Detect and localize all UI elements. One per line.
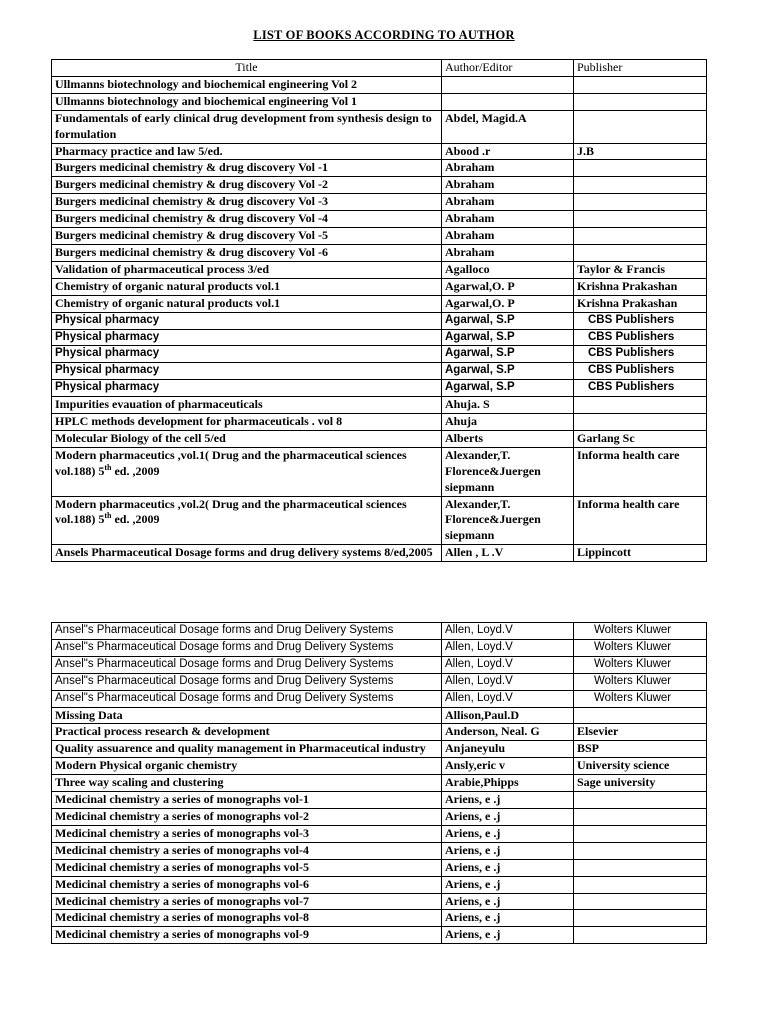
book-publisher-cell	[574, 927, 707, 944]
book-publisher-cell	[574, 808, 707, 825]
table-row	[52, 177, 707, 194]
book-author-cell: Allen, Loyd.V	[442, 656, 574, 673]
book-author-cell: Abraham	[442, 194, 574, 211]
table-row	[52, 447, 707, 496]
book-publisher-cell	[574, 707, 707, 724]
table-row	[52, 724, 707, 741]
book-publisher-cell	[574, 244, 707, 261]
book-author-cell: Ansly,eric v	[442, 758, 574, 775]
table-row	[52, 758, 707, 775]
book-title-cell: Ansel"s Pharmaceutical Dosage forms and Drug Delivery Systems	[52, 656, 442, 673]
book-author-cell: Alexander,T. Florence&Juergen siepmann	[442, 447, 574, 496]
book-author-cell: Agarwal, S.P	[442, 380, 574, 397]
book-publisher-cell	[574, 414, 707, 431]
book-publisher-cell	[574, 397, 707, 414]
books-table-2	[51, 622, 707, 944]
table-row	[52, 775, 707, 792]
page-title: LIST OF BOOKS ACCORDING TO AUTHOR	[253, 28, 515, 42]
book-title-cell: Ullmanns biotechnology and biochemical engineering Vol 2	[52, 76, 442, 93]
table-row	[52, 312, 707, 329]
table-row	[52, 623, 707, 640]
book-author-cell: Allen, Loyd.V	[442, 690, 574, 707]
book-author-cell: Ariens, e .j	[442, 859, 574, 876]
book-author-cell: Ariens, e .j	[442, 893, 574, 910]
table-row	[52, 346, 707, 363]
books-table-1	[51, 59, 707, 562]
table-row	[52, 792, 707, 809]
book-author-cell: Anderson, Neal. G	[442, 724, 574, 741]
table-row	[52, 910, 707, 927]
book-author-cell: Agarwal, S.P	[442, 363, 574, 380]
book-title-cell: Physical pharmacy	[52, 329, 442, 346]
book-title-cell: Burgers medicinal chemistry & drug discovery Vol -4	[52, 211, 442, 228]
book-title-cell: Missing Data	[52, 707, 442, 724]
book-title-cell: Burgers medicinal chemistry & drug discovery Vol -1	[52, 160, 442, 177]
book-publisher-cell: Wolters Kluwer	[574, 656, 707, 673]
book-publisher-cell: Informa health care	[574, 447, 707, 496]
table-row	[52, 673, 707, 690]
book-publisher-cell: Sage university	[574, 775, 707, 792]
book-author-cell: Ariens, e .j	[442, 927, 574, 944]
table-row	[52, 76, 707, 93]
table-row	[52, 808, 707, 825]
table-row	[52, 160, 707, 177]
column-header-author: Author/Editor	[442, 60, 574, 77]
book-title-cell: Medicinal chemistry a series of monographs vol-8	[52, 910, 442, 927]
edition-superscript: th	[104, 511, 112, 521]
book-title-cell: Ansel"s Pharmaceutical Dosage forms and Drug Delivery Systems	[52, 673, 442, 690]
books-table-2-body	[52, 623, 707, 944]
book-publisher-cell	[574, 876, 707, 893]
book-title-cell: Ullmanns biotechnology and biochemical engineering Vol 1	[52, 93, 442, 110]
book-publisher-cell: J.B	[574, 143, 707, 160]
book-publisher-cell	[574, 110, 707, 143]
book-title-cell: Burgers medicinal chemistry & drug discovery Vol -2	[52, 177, 442, 194]
table-row	[52, 707, 707, 724]
book-author-cell: Allison,Paul.D	[442, 707, 574, 724]
book-title-cell: Medicinal chemistry a series of monographs vol-9	[52, 927, 442, 944]
book-author-cell: Agarwal, S.P	[442, 329, 574, 346]
book-title-cell: HPLC methods development for pharmaceuticals . vol 8	[52, 414, 442, 431]
book-publisher-cell: CBS Publishers	[574, 329, 707, 346]
table-row	[52, 380, 707, 397]
book-author-cell: Alberts	[442, 430, 574, 447]
book-title-suffix: ed. ,2009	[111, 512, 160, 527]
table-row	[52, 639, 707, 656]
book-publisher-cell: CBS Publishers	[574, 380, 707, 397]
book-title-cell: Pharmacy practice and law 5/ed.	[52, 143, 442, 160]
book-title-cell: Burgers medicinal chemistry & drug discovery Vol -3	[52, 194, 442, 211]
book-title-cell: Medicinal chemistry a series of monographs vol-5	[52, 859, 442, 876]
book-title-cell: Burgers medicinal chemistry & drug discovery Vol -5	[52, 228, 442, 245]
book-publisher-cell: Lippincott	[574, 545, 707, 562]
book-title-cell: Modern Physical organic chemistry	[52, 758, 442, 775]
table-row	[52, 110, 707, 143]
table-row	[52, 397, 707, 414]
book-author-cell: Anjaneyulu	[442, 741, 574, 758]
book-author-cell: Allen, Loyd.V	[442, 639, 574, 656]
book-author-cell: Abraham	[442, 228, 574, 245]
column-header-publisher: Publisher	[574, 60, 707, 77]
book-publisher-cell: CBS Publishers	[574, 363, 707, 380]
book-author-cell: Agarwal,O. P	[442, 295, 574, 312]
book-title-cell: Physical pharmacy	[52, 312, 442, 329]
book-author-cell: Abraham	[442, 177, 574, 194]
book-publisher-cell	[574, 93, 707, 110]
table-row	[52, 244, 707, 261]
table-row	[52, 927, 707, 944]
book-title-cell	[52, 496, 442, 545]
book-title-cell: Physical pharmacy	[52, 346, 442, 363]
book-title-cell: Three way scaling and clustering	[52, 775, 442, 792]
book-title-cell: Burgers medicinal chemistry & drug discovery Vol -6	[52, 244, 442, 261]
table-row	[52, 430, 707, 447]
book-title-cell: Physical pharmacy	[52, 380, 442, 397]
book-title-cell: Medicinal chemistry a series of monographs vol-6	[52, 876, 442, 893]
book-publisher-cell: Wolters Kluwer	[574, 690, 707, 707]
book-author-cell: Ariens, e .j	[442, 910, 574, 927]
book-title-cell: Chemistry of organic natural products vol.1	[52, 295, 442, 312]
book-publisher-cell	[574, 859, 707, 876]
table-row	[52, 859, 707, 876]
book-author-cell: Ariens, e .j	[442, 876, 574, 893]
table-row	[52, 545, 707, 562]
table-row	[52, 741, 707, 758]
book-title-cell: Ansel"s Pharmaceutical Dosage forms and Drug Delivery Systems	[52, 690, 442, 707]
book-author-cell: Arabie,Phipps	[442, 775, 574, 792]
book-title-cell: Validation of pharmaceutical process 3/ed	[52, 261, 442, 278]
books-table-1-body	[52, 76, 707, 561]
book-author-cell: Agarwal,O. P	[442, 278, 574, 295]
book-title-cell: Ansels Pharmaceutical Dosage forms and drug delivery systems 8/ed,2005	[52, 545, 442, 562]
book-title-cell: Medicinal chemistry a series of monographs vol-3	[52, 825, 442, 842]
book-title-cell: Molecular Biology of the cell 5/ed	[52, 430, 442, 447]
book-author-cell: Ariens, e .j	[442, 808, 574, 825]
book-title-cell: Practical process research & development	[52, 724, 442, 741]
book-title-suffix: ed. ,2009	[111, 463, 160, 478]
book-title-cell: Medicinal chemistry a series of monographs vol-2	[52, 808, 442, 825]
book-author-cell: Abraham	[442, 244, 574, 261]
book-author-cell: Abraham	[442, 211, 574, 228]
book-author-cell: Ariens, e .j	[442, 792, 574, 809]
book-author-cell: Agarwal, S.P	[442, 346, 574, 363]
table-row	[52, 295, 707, 312]
book-publisher-cell: CBS Publishers	[574, 346, 707, 363]
book-title-cell: Ansel"s Pharmaceutical Dosage forms and Drug Delivery Systems	[52, 639, 442, 656]
table-row	[52, 656, 707, 673]
book-author-cell: Allen, Loyd.V	[442, 623, 574, 640]
table-row	[52, 93, 707, 110]
table-row	[52, 143, 707, 160]
table-row	[52, 278, 707, 295]
table-row	[52, 496, 707, 545]
book-author-cell: Ahuja	[442, 414, 574, 431]
book-author-cell: Ariens, e .j	[442, 842, 574, 859]
book-publisher-cell	[574, 893, 707, 910]
book-author-cell: Abood .r	[442, 143, 574, 160]
table-row	[52, 893, 707, 910]
book-publisher-cell: University science	[574, 758, 707, 775]
book-publisher-cell	[574, 910, 707, 927]
book-author-cell: Ariens, e .j	[442, 825, 574, 842]
book-publisher-cell	[574, 228, 707, 245]
book-publisher-cell: Wolters Kluwer	[574, 673, 707, 690]
table-row	[52, 825, 707, 842]
book-publisher-cell	[574, 177, 707, 194]
book-publisher-cell: Krishna Prakashan	[574, 278, 707, 295]
book-title-cell: Fundamentals of early clinical drug development from synthesis design to formulation	[52, 110, 442, 143]
book-author-cell: Allen, Loyd.V	[442, 673, 574, 690]
book-author-cell: Abdel, Magid.A	[442, 110, 574, 143]
table-row	[52, 194, 707, 211]
book-title-text: Modern pharmaceutics ,vol.1( Drug and the pharmaceutical sciences vol.188) 5	[55, 447, 407, 478]
book-author-cell: Agalloco	[442, 261, 574, 278]
table-row	[52, 876, 707, 893]
book-publisher-cell	[574, 194, 707, 211]
book-publisher-cell: CBS Publishers	[574, 312, 707, 329]
book-publisher-cell: Elsevier	[574, 724, 707, 741]
book-publisher-cell: Taylor & Francis	[574, 261, 707, 278]
table-row	[52, 329, 707, 346]
book-publisher-cell	[574, 211, 707, 228]
book-publisher-cell	[574, 792, 707, 809]
book-title-cell: Ansel"s Pharmaceutical Dosage forms and Drug Delivery Systems	[52, 623, 442, 640]
book-publisher-cell: Informa health care	[574, 496, 707, 545]
table-row	[52, 228, 707, 245]
book-title-cell: Physical pharmacy	[52, 363, 442, 380]
table-row	[52, 363, 707, 380]
book-title-cell: Medicinal chemistry a series of monographs vol-1	[52, 792, 442, 809]
book-publisher-cell: BSP	[574, 741, 707, 758]
book-publisher-cell: Krishna Prakashan	[574, 295, 707, 312]
book-title-text: Modern pharmaceutics ,vol.2( Drug and the pharmaceutical sciences vol.188) 5	[55, 496, 407, 527]
book-title-cell: Medicinal chemistry a series of monographs vol-7	[52, 893, 442, 910]
book-title-cell: Quality assuarence and quality management in Pharmaceutical industry	[52, 741, 442, 758]
table-row	[52, 842, 707, 859]
table-row	[52, 690, 707, 707]
book-publisher-cell: Wolters Kluwer	[574, 623, 707, 640]
book-author-cell: Abraham	[442, 160, 574, 177]
book-publisher-cell	[574, 160, 707, 177]
book-author-cell: Allen , L .V	[442, 545, 574, 562]
column-header-title: Title	[52, 60, 442, 77]
edition-superscript: th	[104, 462, 112, 472]
book-author-cell: Alexander,T. Florence&Juergen siepmann	[442, 496, 574, 545]
book-author-cell: Agarwal, S.P	[442, 312, 574, 329]
table-row	[52, 414, 707, 431]
book-author-cell	[442, 76, 574, 93]
book-title-cell: Chemistry of organic natural products vol.1	[52, 278, 442, 295]
book-publisher-cell: Wolters Kluwer	[574, 639, 707, 656]
book-title-cell: Impurities evauation of pharmaceuticals	[52, 397, 442, 414]
book-publisher-cell: Garlang Sc	[574, 430, 707, 447]
table-header-row	[52, 60, 707, 77]
book-author-cell	[442, 93, 574, 110]
book-publisher-cell	[574, 76, 707, 93]
book-title-cell	[52, 447, 442, 496]
table-row	[52, 261, 707, 278]
book-title-cell: Medicinal chemistry a series of monographs vol-4	[52, 842, 442, 859]
book-publisher-cell	[574, 842, 707, 859]
table-row	[52, 211, 707, 228]
book-author-cell: Ahuja. S	[442, 397, 574, 414]
book-publisher-cell	[574, 825, 707, 842]
